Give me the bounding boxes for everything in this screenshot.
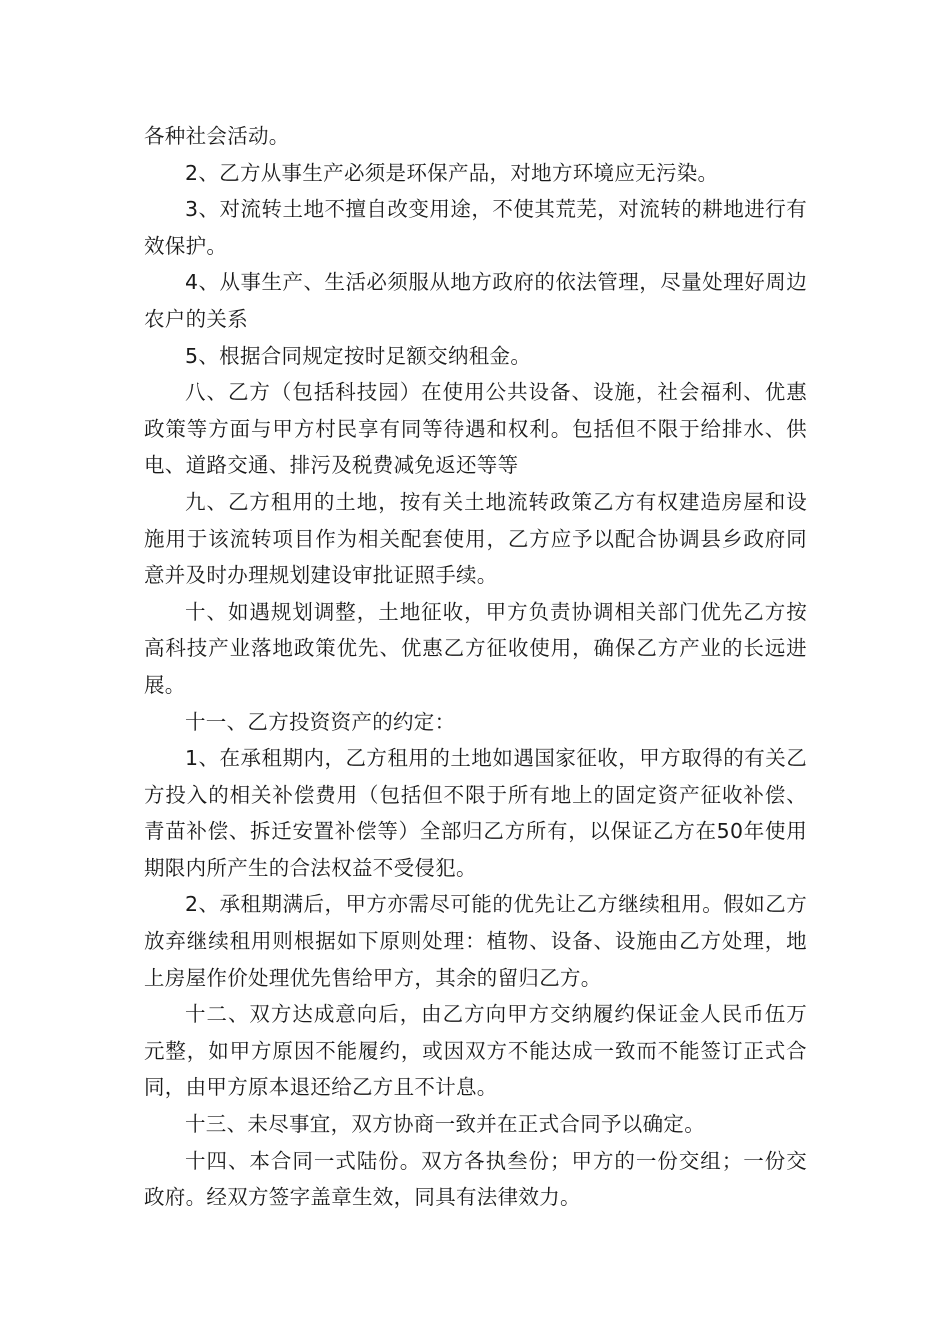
paragraph: 2、乙方从事生产必须是环保产品，对地方环境应无污染。 — [185, 160, 719, 185]
paragraph: 十、如遇规划调整，土地征收，甲方负责协调相关部门优先乙方按高科技产业落地政策优先、优惠乙方征收使用，确保乙方产业的长远进展。 — [144, 599, 807, 697]
paragraph: 十三、未尽事宜，双方协商一致并在正式合同予以确定。 — [185, 1112, 705, 1137]
paragraph: 1、在承租期内，乙方租用的土地如遇国家征收，甲方取得的有关乙方投入的相关补偿费用（包括但不限于所有地上的固定资产征收补偿、青苗补偿、拆迁安置补偿等）全部归乙方所有，以保证乙方在50年使用期限内所产生的合法权益不受侵犯。 — [144, 746, 807, 880]
paragraph: 各种社会活动。 — [144, 124, 290, 148]
paragraph: 十四、本合同一式陆份。双方各执叁份；甲方的一份交组；一份交政府。经双方签字盖章生效，同具有法律效力。 — [144, 1148, 807, 1210]
paragraph: 4、从事生产、生活必须服从地方政府的依法管理，尽量处理好周边农户的关系 — [144, 270, 807, 331]
paragraph: 5、根据合同规定按时足额交纳租金。 — [185, 343, 532, 368]
paragraph: 九、乙方租用的土地，按有关土地流转政策乙方有权建造房屋和设施用于该流转项目作为相关配套使用，乙方应予以配合协调县乡政府同意并及时办理规划建设审批证照手续。 — [144, 489, 807, 588]
paragraph: 2、承租期满后，甲方亦需尽可能的优先让乙方继续租用。假如乙方放弃继续租用则根据如下原则处理：植物、设备、设施由乙方处理，地上房屋作价处理优先售给甲方，其余的留归乙方。 — [144, 892, 807, 990]
paragraph: 十一、乙方投资资产的约定： — [185, 709, 456, 734]
paragraph: 十二、双方达成意向后，由乙方向甲方交纳履约保证金人民币伍万元整，如甲方原因不能履约，或因双方不能达成一致而不能签订正式合同，由甲方原本退还给乙方且不计息。 — [144, 1002, 807, 1100]
paragraph: 3、对流转土地不擅自改变用途，不使其荒芜，对流转的耕地进行有效保护。 — [144, 197, 807, 258]
paragraph: 八、乙方（包括科技园）在使用公共设备、设施，社会福利、优惠政策等方面与甲方村民享有同等待遇和权利。包括但不限于给排水、供电、道路交通、排污及税费减免返还等等 — [144, 380, 807, 478]
